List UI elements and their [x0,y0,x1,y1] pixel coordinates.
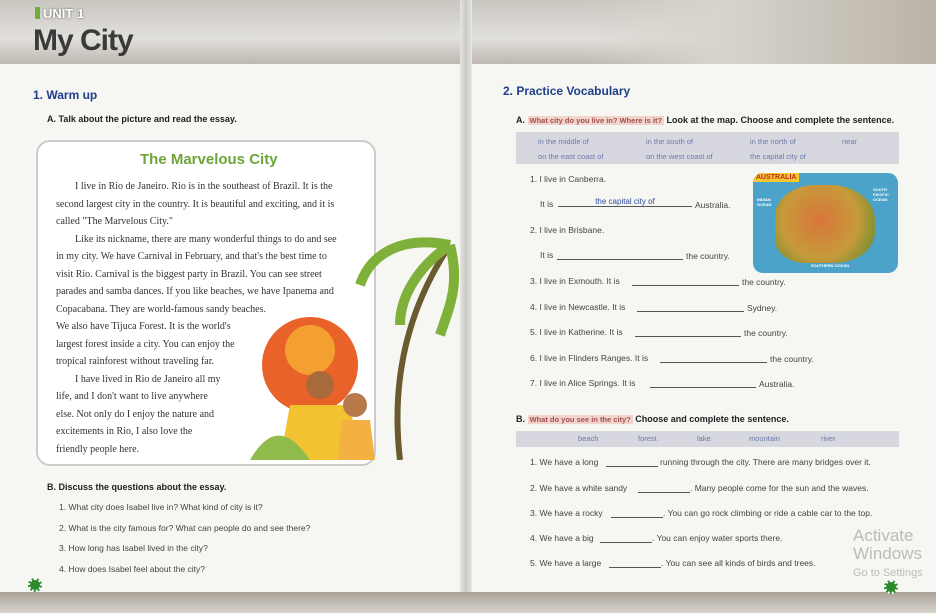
answer-blank [606,457,658,467]
footer-strip [0,592,936,613]
exercise-item-suffix: the country. [770,354,814,364]
answer-blank [650,378,756,388]
exercise-item: 4. I live in Newcastle. It is [530,302,626,312]
essay-line: We also have Tijuca Forest. It is the world's [56,321,231,332]
exercise-item-prefix: 3. We have a rocky [530,508,603,518]
word-bank-option: in the middle of [538,137,589,146]
section-warmup: 1. Warm up [33,88,98,102]
exercise-item-prefix: 1. We have a long [530,457,599,467]
header-photo [580,0,936,64]
exercise-item-suffix: Australia. [695,200,731,210]
indian-ocean-label: INDIAN OCEAN [757,197,772,207]
vocabA-letter: A. [516,115,525,125]
essay-line: tropical rainforest without traveling far. [56,356,215,367]
exercise-item-suffix: running through the city. There are many bridges over it. [660,457,871,467]
activate-windows-watermark: Activate Windows [853,526,922,563]
essay-line: else. Not only do I enjoy the nature and [56,408,215,420]
question-item: 4. How does Isabel feel about the city? [59,564,206,575]
exercise-item-suffix: . You can go rock climbing or ride a cable car to the top. [663,508,873,518]
section-practice-vocabulary: 2. Practice Vocabulary [503,84,631,98]
exercise-item: 7. I live in Alice Springs. It is [530,378,636,388]
word-bank-option: mountain [749,434,780,443]
answer-blank: the capital city of [558,197,692,207]
answer-blank [600,533,652,543]
essay-line: I have lived in Rio de Janeiro all my [75,373,221,385]
southern-ocean-label: SOUTHERN OCEAN [811,263,850,268]
exercise-item-prefix: 5. We have a large [530,558,602,568]
vocabB-instruction [516,414,789,424]
word-bank-option: on the west coast of [646,152,713,161]
book-gutter [460,0,472,613]
answer-blank [660,353,767,363]
essay-line: I live in Rio de Janeiro. Rio is in the southeast of Brazil. It is the [75,181,333,192]
exercise-item-suffix: Sydney. [747,303,778,313]
exercise-item-suffix: . You can see all kinds of birds and trees. [661,558,816,568]
word-bank-option: on the east coast of [538,152,604,161]
page-number-badge-left [28,578,42,592]
answer-blank [638,483,690,493]
word-bank-option: lake [697,434,711,443]
page-number-badge-right [884,580,898,594]
vocabB-text: Choose and complete the sentence. [635,414,789,424]
australia-landmass [775,185,875,263]
exercise-item-suffix: . Many people come for the sun and the waves. [690,483,869,493]
answer-blank [632,276,739,286]
word-bank-option: forest [638,434,657,443]
partB-instruction: B. Discuss the questions about the essay. [47,482,227,492]
essay-line: Like its nickname, there are many wonderful things to do and see [75,233,337,245]
exercise-item: 3. I live in Exmouth. It is [530,276,620,286]
essay-line: largest forest inside a city. You can enjoy the [56,338,235,350]
exercise-item-suffix: the country. [744,328,788,338]
go-to-settings-watermark: Go to Settings [853,567,923,579]
essay-line: in my city. We have Carnival in February, and that's the best time to [56,251,327,262]
word-bank-option: near [842,137,858,146]
essay-line: parades and samba dances. If you like beaches, we have Ipanema and [56,286,334,297]
answer-blank [609,558,661,568]
exercise-item-suffix: . You can enjoy water sports there. [652,533,783,543]
question-item: 3. How long has Isabel lived in the city? [59,543,208,554]
essay-line: Copacabana. They are world-famous sandy beaches. [56,303,267,315]
exercise-item: 6. I live in Flinders Ranges. It is [530,353,649,363]
essay-line: life, and I don't want to live anywhere [56,391,208,402]
exercise-item-prefix: It is [540,199,554,209]
exercise-item: 2. I live in Brisbane. [530,225,605,235]
essay-line: friendly people here. [56,443,140,455]
exercise-item-suffix: the country. [686,251,730,261]
pacific-ocean-label: SOUTH PACIFIC OCEAN [873,187,889,202]
unit-label: UNIT 1 [35,6,84,21]
exercise-item-suffix: Australia. [759,379,795,389]
australia-map [753,173,898,273]
essay-line: excitements in Rio, I also love the [56,426,193,437]
word-bank-option: river [821,434,836,443]
word-bank-option: in the north of [750,137,796,146]
vocabA-instruction [516,115,894,125]
question-item: 2. What is the city famous for? What can people do and see there? [59,522,311,533]
exercise-item: 5. I live in Katherine. It is [530,327,623,337]
map-label: AUSTRALIA [753,173,799,182]
vocabA-text: Look at the map. Choose and complete the sentence. [666,115,895,125]
word-bank-option: the capital city of [750,152,806,161]
essay-line: called "The Marvelous City." [56,216,173,227]
essay-line: visit Rio. Carnival is the biggest party in Brazil. You can see street [56,268,322,280]
exercise-item-prefix: 2. We have a white sandy [530,483,628,493]
partA-instruction: A. Talk about the picture and read the essay. [47,114,237,124]
answer-blank [611,508,663,518]
essay-title: The Marvelous City [140,151,278,168]
answer-blank [557,250,683,260]
vocabA-question: What city do you live in? Where is it? [529,116,663,125]
page-title: My City [33,24,133,57]
question-item: 1. What city does Isabel live in? What kind of city is it? [59,502,263,512]
vocabB-question: What do you see in the city? [529,415,631,424]
exercise-item-prefix: 4. We have a big [530,533,594,543]
word-bank-option: beach [578,434,599,443]
essay-line: second largest city in the country. It is beautiful and exciting, and it is [56,198,335,210]
answer-blank [635,327,741,337]
vocabB-letter: B. [516,414,525,424]
exercise-item-suffix: the country. [742,277,786,287]
exercise-item: 1. I live in Canberra. [530,174,607,184]
exercise-item-prefix: It is [540,250,554,260]
word-bank-option: in the south of [646,137,694,146]
answer-blank [637,302,744,312]
